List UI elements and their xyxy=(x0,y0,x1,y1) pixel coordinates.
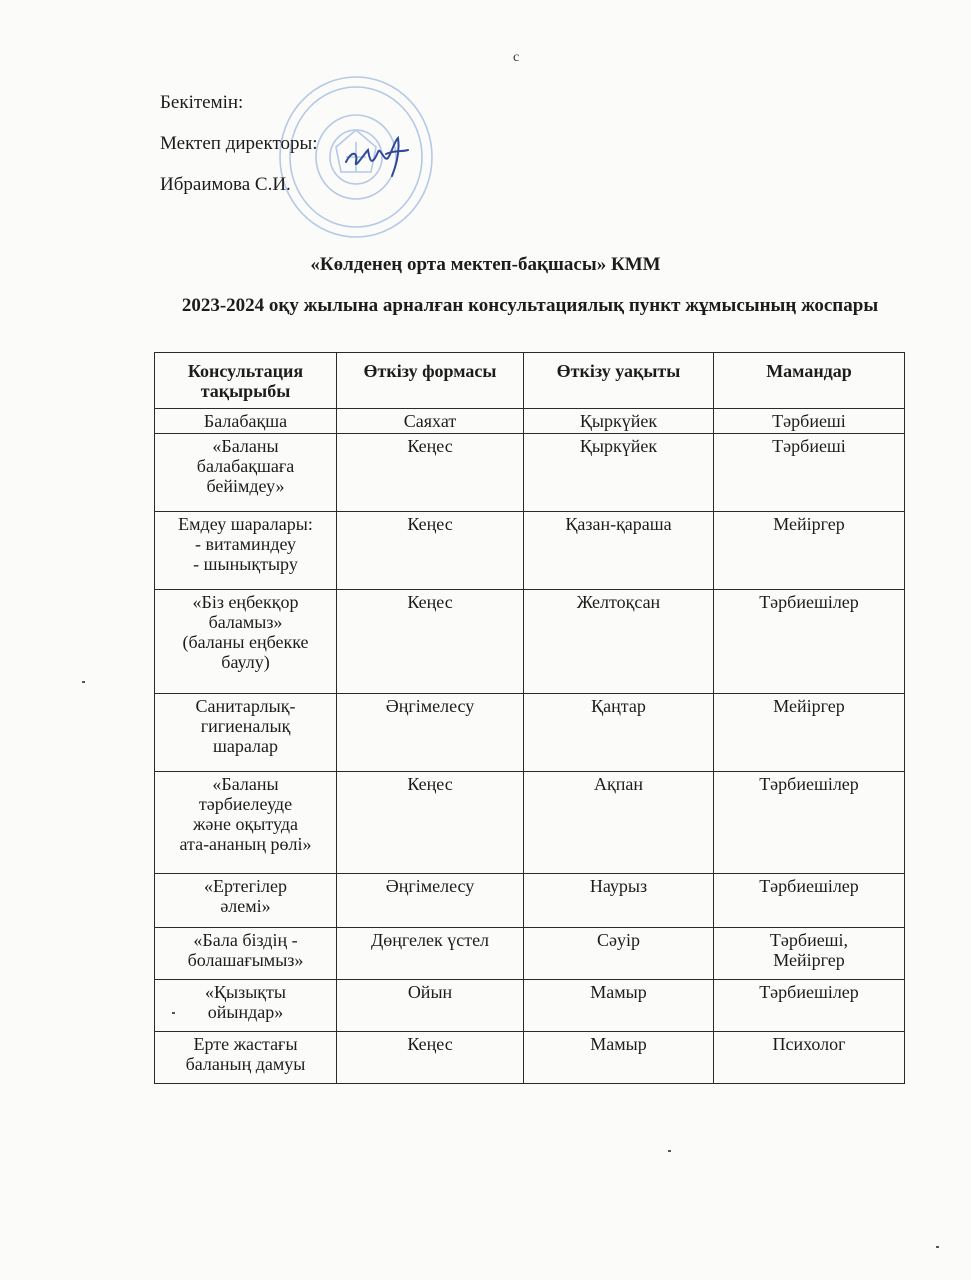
cell-form: Кеңес xyxy=(337,434,524,512)
organization-title: «Көлденең орта мектеп-бақшасы» КММ xyxy=(310,254,661,275)
cell-specialists xyxy=(714,1032,905,1084)
topic-line: гигиеналық xyxy=(200,716,291,736)
column-header-form: Өткізу формасы xyxy=(337,353,524,409)
cell-form: Кеңес xyxy=(337,1032,524,1084)
cell-time: Ақпан xyxy=(524,772,714,874)
cell-specialists xyxy=(714,772,905,874)
topic-line: «Баланы xyxy=(212,436,279,456)
table-row xyxy=(155,928,905,980)
topic-line: болашағымыз» xyxy=(187,950,304,970)
cell-topic xyxy=(155,590,337,694)
approval-block xyxy=(160,92,318,215)
cell-specialists xyxy=(714,512,905,590)
cell-time: Сәуір xyxy=(524,928,714,980)
cell-time: Наурыз xyxy=(524,874,714,928)
topic-line: - шынықтыру xyxy=(193,554,298,574)
topic-line: шаралар xyxy=(213,736,278,756)
cell-specialists xyxy=(714,874,905,928)
cell-time: Қыркүйек xyxy=(524,409,714,434)
approval-label: Бекітемін: xyxy=(160,92,244,113)
cell-form: Дөңгелек үстел xyxy=(337,928,524,980)
cell-time: Қыркүйек xyxy=(524,434,714,512)
director-name: Ибраимова С.И. xyxy=(160,174,291,195)
cell-topic xyxy=(155,980,337,1032)
topic-line: бейімдеу» xyxy=(206,476,285,496)
cell-form: Әңгімелесу xyxy=(337,874,524,928)
director-position: Мектеп директоры: xyxy=(160,133,318,154)
corner-mark: с xyxy=(513,50,520,65)
specialist-line: Тәрбиешілер xyxy=(759,876,859,896)
specialist-line: Мейіргер xyxy=(773,514,845,534)
specialist-line: Тәрбиешілер xyxy=(759,982,859,1002)
scan-speck xyxy=(172,1012,175,1014)
cell-topic xyxy=(155,1032,337,1084)
table-row xyxy=(155,694,905,772)
cell-specialists xyxy=(714,434,905,512)
table-row xyxy=(155,512,905,590)
column-header-specialists: Мамандар xyxy=(714,353,905,409)
topic-line: Емдеу шаралары: xyxy=(178,514,313,534)
document-title: 2023-2024 оқу жылына арналған консультациялық пункт жұмысының жоспары xyxy=(181,295,879,316)
cell-specialists xyxy=(714,590,905,694)
cell-topic xyxy=(155,512,337,590)
table-row xyxy=(155,874,905,928)
specialist-line: Тәрбиешілер xyxy=(759,592,859,612)
scan-speck xyxy=(82,681,85,683)
topic-line: баланың дамуы xyxy=(185,1054,306,1074)
scan-speck xyxy=(668,1150,671,1152)
cell-topic xyxy=(155,694,337,772)
cell-topic xyxy=(155,434,337,512)
topic-line: балабақшаға xyxy=(196,456,295,476)
topic-line: «Баланы xyxy=(212,774,279,794)
topic-line: Ерте жастағы xyxy=(193,1034,298,1054)
specialist-line: Тәрбиешілер xyxy=(759,774,859,794)
topic-line: - витаминдеу xyxy=(194,534,297,554)
topic-line: тәрбиелеуде xyxy=(198,794,293,814)
table-row xyxy=(155,1032,905,1084)
topic-line: баулу) xyxy=(221,652,270,672)
consultation-plan-table xyxy=(154,352,905,1084)
cell-topic xyxy=(155,772,337,874)
table-row xyxy=(155,434,905,512)
cell-form: Әңгімелесу xyxy=(337,694,524,772)
cell-specialists xyxy=(714,694,905,772)
specialist-line: Тәрбиеші, xyxy=(769,930,849,950)
topic-line: Санитарлық- xyxy=(195,696,296,716)
topic-line: (баланы еңбекке xyxy=(182,632,309,652)
cell-time: Қаңтар xyxy=(524,694,714,772)
cell-specialists xyxy=(714,928,905,980)
topic-line: «Ертегілер xyxy=(204,876,287,896)
specialist-line: Психолог xyxy=(772,1034,846,1054)
topic-line: ата-ананың рөлі» xyxy=(179,834,312,854)
cell-form: Кеңес xyxy=(337,772,524,874)
table-body xyxy=(155,409,905,1084)
cell-form: Кеңес xyxy=(337,590,524,694)
cell-topic xyxy=(155,874,337,928)
column-header-time: Өткізу уақыты xyxy=(524,353,714,409)
cell-topic xyxy=(155,928,337,980)
table-header-row xyxy=(155,353,905,409)
topic-line: және оқытуда xyxy=(192,814,299,834)
cell-specialists xyxy=(714,409,905,434)
scan-speck xyxy=(936,1246,939,1248)
topic-line: «Қызықты xyxy=(204,982,286,1002)
specialist-line: Тәрбиеші xyxy=(772,411,846,431)
column-header-topic: Консультация тақырыбы xyxy=(155,353,337,409)
signature-icon xyxy=(342,132,412,178)
cell-time: Мамыр xyxy=(524,1032,714,1084)
topic-line: ойындар» xyxy=(207,1002,284,1022)
table-row xyxy=(155,772,905,874)
table-row xyxy=(155,980,905,1032)
specialist-line: Мейіргер xyxy=(773,950,845,970)
specialist-line: Тәрбиеші xyxy=(772,436,846,456)
cell-topic xyxy=(155,409,337,434)
cell-specialists xyxy=(714,980,905,1032)
topic-line: баламыз» xyxy=(208,612,283,632)
topic-line: «Біз еңбекқор xyxy=(192,592,299,612)
cell-form: Саяхат xyxy=(337,409,524,434)
topic-line: әлемі» xyxy=(220,896,271,916)
cell-time: Желтоқсан xyxy=(524,590,714,694)
cell-form: Кеңес xyxy=(337,512,524,590)
cell-time: Қазан-қараша xyxy=(524,512,714,590)
cell-time: Мамыр xyxy=(524,980,714,1032)
table-row xyxy=(155,409,905,434)
cell-form: Ойын xyxy=(337,980,524,1032)
topic-line: «Бала біздің - xyxy=(193,930,298,950)
table-row xyxy=(155,590,905,694)
specialist-line: Мейіргер xyxy=(773,696,845,716)
topic-line: Балабақша xyxy=(203,411,288,431)
